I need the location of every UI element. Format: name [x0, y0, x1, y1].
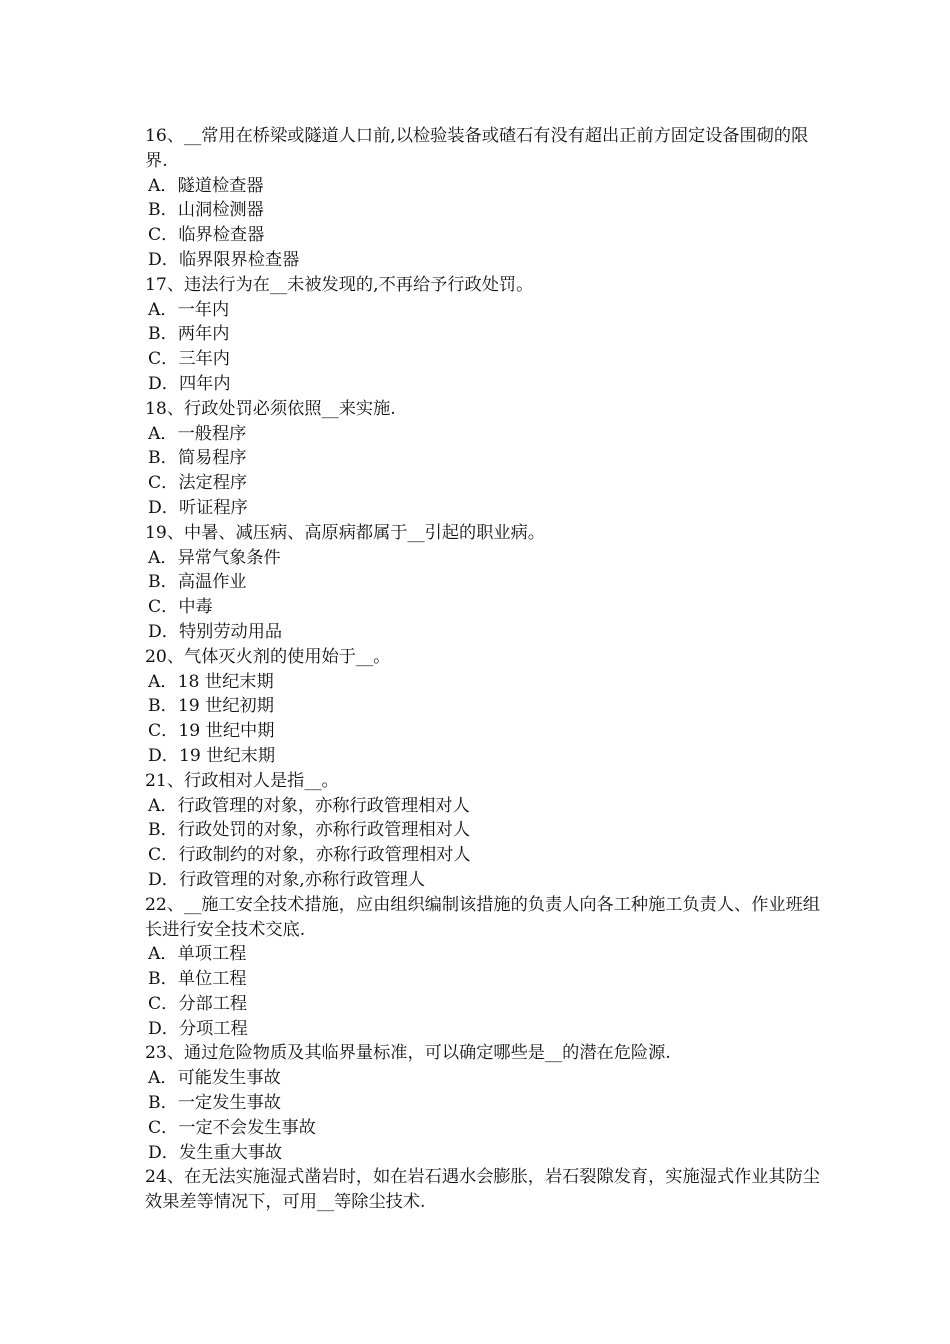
answer-option: C．分部工程	[148, 993, 248, 1014]
answer-option: C．19 世纪中期	[148, 721, 275, 742]
answer-option: C．三年内	[148, 349, 230, 370]
answer-option: B．简易程序	[148, 448, 247, 469]
question-block	[145, 893, 825, 1042]
answer-option: D．行政管理的对象,亦称行政管理人	[148, 869, 426, 890]
question-block	[145, 1041, 825, 1165]
question-stem: 24、在无法实施湿式凿岩时，如在岩石遇水会膨胀，岩石裂隙发育，实施湿式作业其防尘效果差等情况下，可用__等除尘技术.	[145, 1167, 820, 1213]
question-stem: 20、气体灭火剂的使用始于__。	[145, 646, 391, 667]
answer-option: D．听证程序	[148, 497, 248, 518]
question-block	[145, 124, 825, 273]
question-block	[145, 397, 825, 521]
question-stem: 22、__施工安全技术措施，应由组织编制该措施的负责人向各工种施工负责人、作业班组长进行安全技术交底.	[145, 894, 820, 940]
answer-option: B．行政处罚的对象，亦称行政管理相对人	[148, 820, 471, 841]
answer-option: D．特别劳动用品	[148, 621, 283, 642]
answer-option: B．两年内	[148, 324, 230, 345]
question-block	[145, 645, 825, 769]
answer-option: A．行政管理的对象，亦称行政管理相对人	[148, 795, 470, 816]
answer-option: A．隧道检查器	[148, 175, 264, 196]
answer-option: C．法定程序	[148, 473, 248, 494]
answer-option: D．发生重大事故	[148, 1142, 283, 1163]
question-stem: 19、中暑、减压病、高原病都属于__引起的职业病。	[145, 522, 545, 543]
answer-option: A．可能发生事故	[148, 1068, 281, 1089]
answer-option: B．单位工程	[148, 969, 247, 990]
answer-option: B．高温作业	[148, 572, 247, 593]
question-stem: 18、行政处罚必须依照__来实施.	[145, 398, 396, 419]
question-stem: 21、行政相对人是指__。	[145, 770, 339, 791]
question-block	[145, 521, 825, 645]
answer-option: A．一年内	[148, 299, 230, 320]
question-stem: 17、违法行为在__未被发现的,不再给予行政处罚。	[145, 274, 534, 295]
answer-option: D．19 世纪末期	[148, 745, 276, 766]
answer-option: D．四年内	[148, 373, 231, 394]
answer-option: C．临界检查器	[148, 225, 265, 246]
answer-option: D．分项工程	[148, 1018, 248, 1039]
answer-option: A．一般程序	[148, 423, 247, 444]
question-block	[145, 1165, 825, 1215]
question-list	[145, 124, 825, 1215]
answer-option: B．19 世纪初期	[148, 696, 274, 717]
question-block	[145, 769, 825, 893]
answer-option: C．一定不会发生事故	[148, 1117, 316, 1138]
answer-option: A．单项工程	[148, 944, 247, 965]
answer-option: C．中毒	[148, 597, 213, 618]
answer-option: A．异常气象条件	[148, 547, 281, 568]
answer-option: C．行政制约的对象，亦称行政管理相对人	[148, 845, 471, 866]
answer-option: A．18 世纪末期	[148, 671, 274, 692]
question-stem: 23、通过危险物质及其临界量标准，可以确定哪些是__的潜在危险源.	[145, 1043, 671, 1064]
answer-option: D．临界限界检查器	[148, 249, 300, 270]
answer-option: B．山洞检测器	[148, 200, 264, 221]
question-stem: 16、__常用在桥梁或隧道人口前,以检验装备或碴石有没有超出正前方固定设备围砌的限界.	[145, 126, 809, 171]
answer-option: B．一定发生事故	[148, 1093, 281, 1114]
question-block	[145, 273, 825, 397]
